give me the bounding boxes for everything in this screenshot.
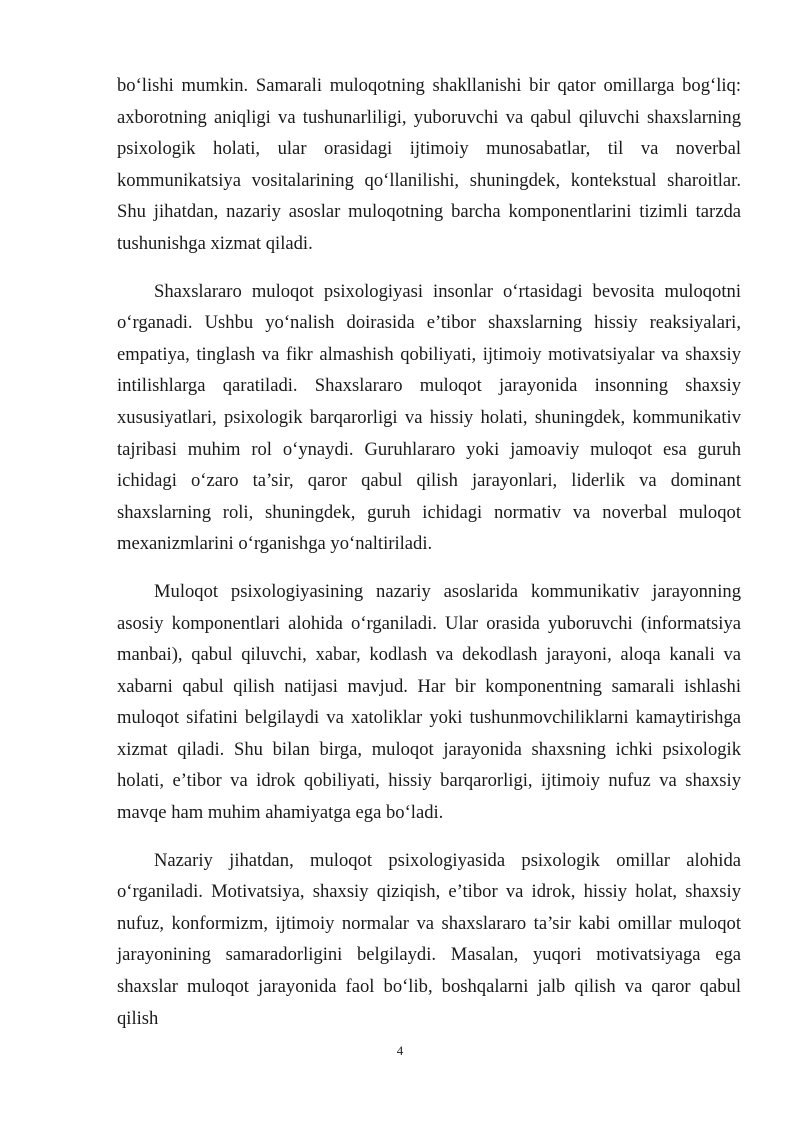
paragraph-communication-components: Muloqot psixologiyasining nazariy asoslarida kommunikativ jarayonning asosiy komponentlari alohida o‘rganiladi. Ular orasida yuboruvchi (informatsiya manbai), qabul qiluvchi, xabar, kodlash va dekodlash jarayoni, aloqa kanali va xabarni qabul qilish natijasi mavjud. Har bir komponentning samarali ishlashi muloqot sifatini belgilaydi va xatoliklar yoki tushunmovchiliklarni kamaytirishga xizmat qiladi. Shu bilan birga, muloqot jarayonida shaxsning ichki psixologik holati, e’tibor va idrok qobiliyati, hissiy barqarorligi, ijtimoiy nufuz va shaxsiy mavqe ham muhim ahamiyatga ega bo‘ladi. — [117, 580, 741, 824]
paragraph-interpersonal-communication: Shaxslararo muloqot psixologiyasi insonlar o‘rtasidagi bevosita muloqotni o‘rganadi. Ushbu yo‘nalish doirasida e’tibor shaxslarning hissiy reaksiyalari, empatiya, tinglash va fikr almashish qobiliyati, ijtimoiy motivatsiyalar va shaxsiy intilishlarga qaratiladi. Shaxslararo muloqot jarayonida insonning shaxsiy xususiyatlari, psixologik barqarorligi va hissiy holati, shuningdek, kommunikativ tajribasi muhim rol o‘ynaydi. Guruhlararo yoki jamoaviy muloqot esa guruh ichidagi o‘zaro ta’sir, qaror qabul qilish jarayonlari, liderlik va dominant shaxslarning roli, shuningdek, guruh ichidagi normativ va noverbal muloqot mexanizmlarini o‘rganishga yo‘naltiriladi. — [117, 280, 741, 555]
paragraph-continuation: bo‘lishi mumkin. Samarali muloqotning shakllanishi bir qator omillarga bog‘liq: axborotning aniqligi va tushunarliligi, yuboruvchi va qabul qiluvchi shaxslarning psixologik holati, ular orasidagi ijtimoiy munosabatlar, til va noverbal kommunikatsiya vositalarining qo‘llanilishi, shuningdek, kontekstual sharoitlar. Shu jihatdan, nazariy asoslar muloqotning barcha komponentlarini tizimli tarzda tushunishga xizmat qiladi. — [117, 75, 741, 254]
paragraph-psychological-factors: Nazariy jihatdan, muloqot psixologiyasida psixologik omillar alohida o‘rganiladi. Motivatsiya, shaxsiy qiziqish, e’tibor va idrok, hissiy holat, shaxsiy nufuz, konformizm, ijtimoiy normalar va shaxslararo ta’sir kabi omillar muloqot jarayonining samaradorligini belgilaydi. Masalan, yuqori motivatsiyaga ega shaxslar muloqot jarayonida faol bo‘lib, boshqalarni jalb qilish va qaror qabul qilish — [117, 849, 741, 1029]
page-body — [117, 70, 741, 1034]
page-number: 4 — [396, 1043, 404, 1058]
